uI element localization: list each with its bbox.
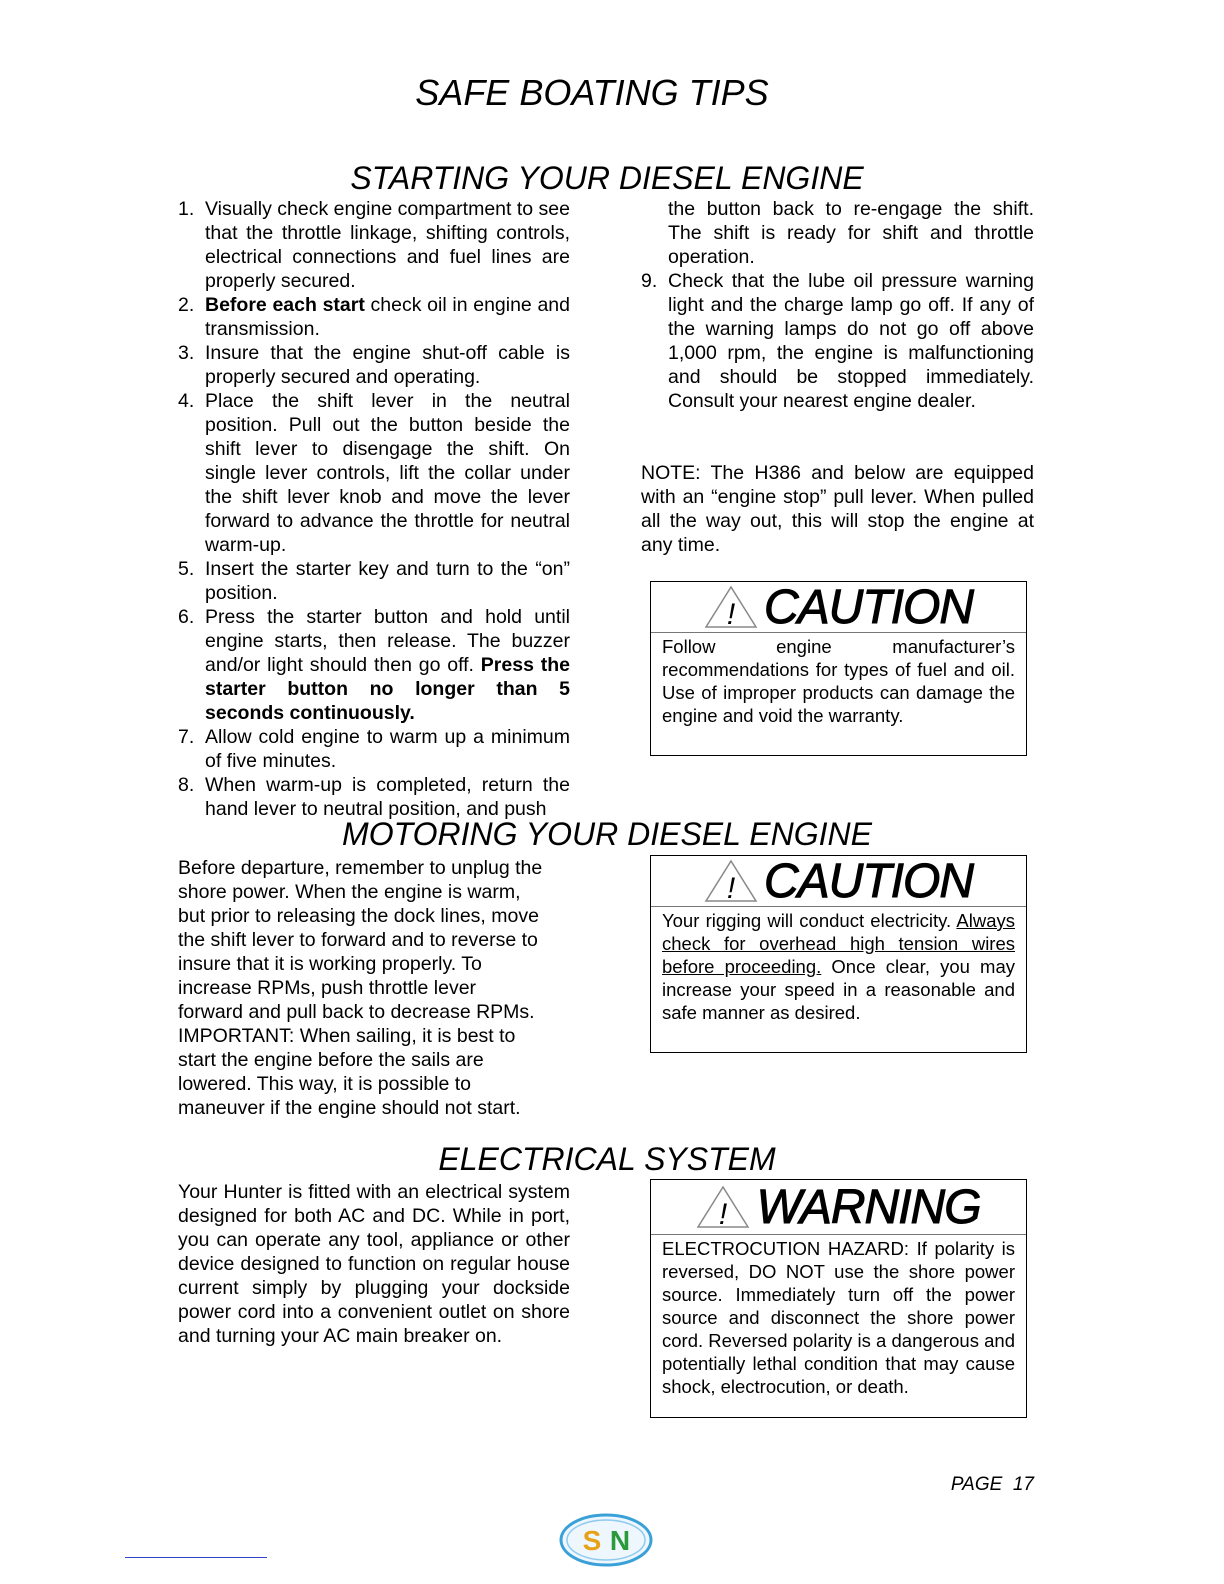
svg-text:!: ! [719, 1198, 728, 1229]
caution-text: Follow engine manufacturer’s recommendations for types of fuel and oil. Use of improper products can damage the engine and void the warranty. [662, 636, 1015, 726]
step-7 [178, 725, 570, 773]
step-text: Visually check engine compartment to see that the throttle linkage, shifting controls, electrical connections and fuel lines are properly secured. [205, 198, 570, 292]
motoring-line: shore power. When the engine is warm, [178, 881, 521, 903]
engine-stop-note: NOTE: The H386 and below are equipped with an “engine stop” pull lever. When pulled all the way out, this will stop the engine at any time. [641, 462, 1034, 556]
electrical-text: Your Hunter is fitted with an electrical system designed for both AC and DC. While in port, you can operate any tool, appliance or other device designed to function on regular house current simply by plugging your dockside power cord into a convenient outlet on shore and turning your AC main breaker on. [178, 1181, 570, 1347]
motoring-line: Before departure, remember to unplug the [178, 857, 543, 879]
motoring-line: increase RPMs, push throttle lever [178, 977, 477, 999]
step-number: 3. [178, 342, 195, 364]
svg-text:!: ! [726, 872, 736, 903]
heading-starting: STARTING YOUR DIESEL ENGINE [350, 160, 864, 196]
motoring-line: insure that it is working properly. To [178, 953, 482, 975]
step-1 [178, 197, 570, 293]
step-number: 9. [641, 270, 658, 292]
step-number: 8. [178, 774, 195, 796]
starting-steps-list [178, 197, 570, 821]
heading-motoring: MOTORING YOUR DIESEL ENGINE [342, 816, 872, 852]
sn-logo [558, 1512, 654, 1568]
warning-box-polarity [650, 1179, 1027, 1418]
step-number: 7. [178, 726, 195, 748]
step-text: Allow cold engine to warm up a minimum of five minutes. [205, 726, 570, 772]
step-text: When warm-up is completed, return the hand lever to neutral position, and push [205, 774, 570, 820]
warning-triangle-icon [704, 585, 758, 629]
step-text: Check that the lube oil pressure warning light and the charge lamp go off. If any of the warning lamps do not go off above 1,000 rpm, the engine is malfunctioning and should be stopped immediately. Consult your nearest engine dealer. [668, 270, 1034, 412]
caution-box-rigging [650, 855, 1027, 1053]
caution-label: CAUTION [764, 854, 973, 908]
step-number: 5. [178, 558, 195, 580]
motoring-line: the shift lever to forward and to reverse to [178, 929, 538, 951]
warning-triangle-icon [704, 859, 758, 903]
underlined-warning: Always check for overhead high tension wires before proceeding. [662, 910, 1015, 977]
motoring-line: but prior to releasing the dock lines, move [178, 905, 539, 927]
step-5 [178, 557, 570, 605]
page-number: PAGE 17 [950, 1474, 1034, 1495]
heading-electrical: ELECTRICAL SYSTEM [438, 1141, 776, 1177]
step-8 [178, 773, 570, 821]
motoring-line: lowered. This way, it is possible to [178, 1073, 471, 1095]
warning-label: WARNING [756, 1180, 981, 1234]
svg-text:!: ! [726, 598, 736, 629]
step-number: 2. [178, 294, 195, 316]
step-number: 6. [178, 606, 195, 628]
step-9 [641, 269, 1034, 413]
step-2 [178, 293, 570, 341]
motoring-line: maneuver if the engine should not start. [178, 1097, 521, 1119]
caution-header [651, 856, 1026, 907]
caution-text: Your rigging will conduct electricity. Always check for overhead high tension wires before proceeding. Once clear, you may increase your speed in a reasonable and safe manner as desired. [662, 910, 1015, 1023]
logo-letter-s: S [582, 1525, 602, 1556]
caution-box-fuel [650, 581, 1027, 756]
step-6 [178, 605, 570, 725]
step8-continued: the button back to re-engage the shift. The shift is ready for shift and throttle operation. [668, 198, 1034, 268]
motoring-line: forward and pull back to decrease RPMs. [178, 1001, 535, 1023]
step-3 [178, 341, 570, 389]
warning-header [651, 1180, 1026, 1235]
warning-triangle-icon [696, 1185, 750, 1229]
step-number: 1. [178, 198, 195, 220]
step-number: 4. [178, 390, 195, 412]
motoring-line: start the engine before the sails are [178, 1049, 484, 1071]
step-text: Place the shift lever in the neutral position. Pull out the button beside the shift lever to disengage the shift. On single lever controls, lift the collar under the shift lever knob and move the lever forward to advance the throttle for neutral warm-up. [205, 390, 570, 556]
logo-letter-n: N [609, 1525, 631, 1556]
step-text: Insert the starter key and turn to the “on” position. [205, 558, 570, 604]
step-text: Before each start check oil in engine and transmission. [205, 294, 570, 340]
caution-label: CAUTION [764, 580, 973, 634]
warning-text: ELECTROCUTION HAZARD: If polarity is reversed, DO NOT use the shore power source. Immediately turn off the power source and disconnect the shore power cord. Reversed polarity is a dangerous and potentially lethal condition that may cause shock, electrocution, or death. [662, 1238, 1015, 1397]
motoring-line: IMPORTANT: When sailing, it is best to [178, 1025, 516, 1047]
link-underline [125, 1557, 267, 1558]
motoring-text [178, 856, 578, 1120]
step-text: Press the starter button and hold until engine starts, then release. The buzzer and/or light should then go off. Press the starter button no longer than 5 seconds continuously. [205, 606, 570, 724]
page-title: SAFE BOATING TIPS [415, 72, 769, 113]
step-4 [178, 389, 570, 557]
step-text: Insure that the engine shut-off cable is properly secured and operating. [205, 342, 570, 388]
caution-header [651, 582, 1026, 633]
